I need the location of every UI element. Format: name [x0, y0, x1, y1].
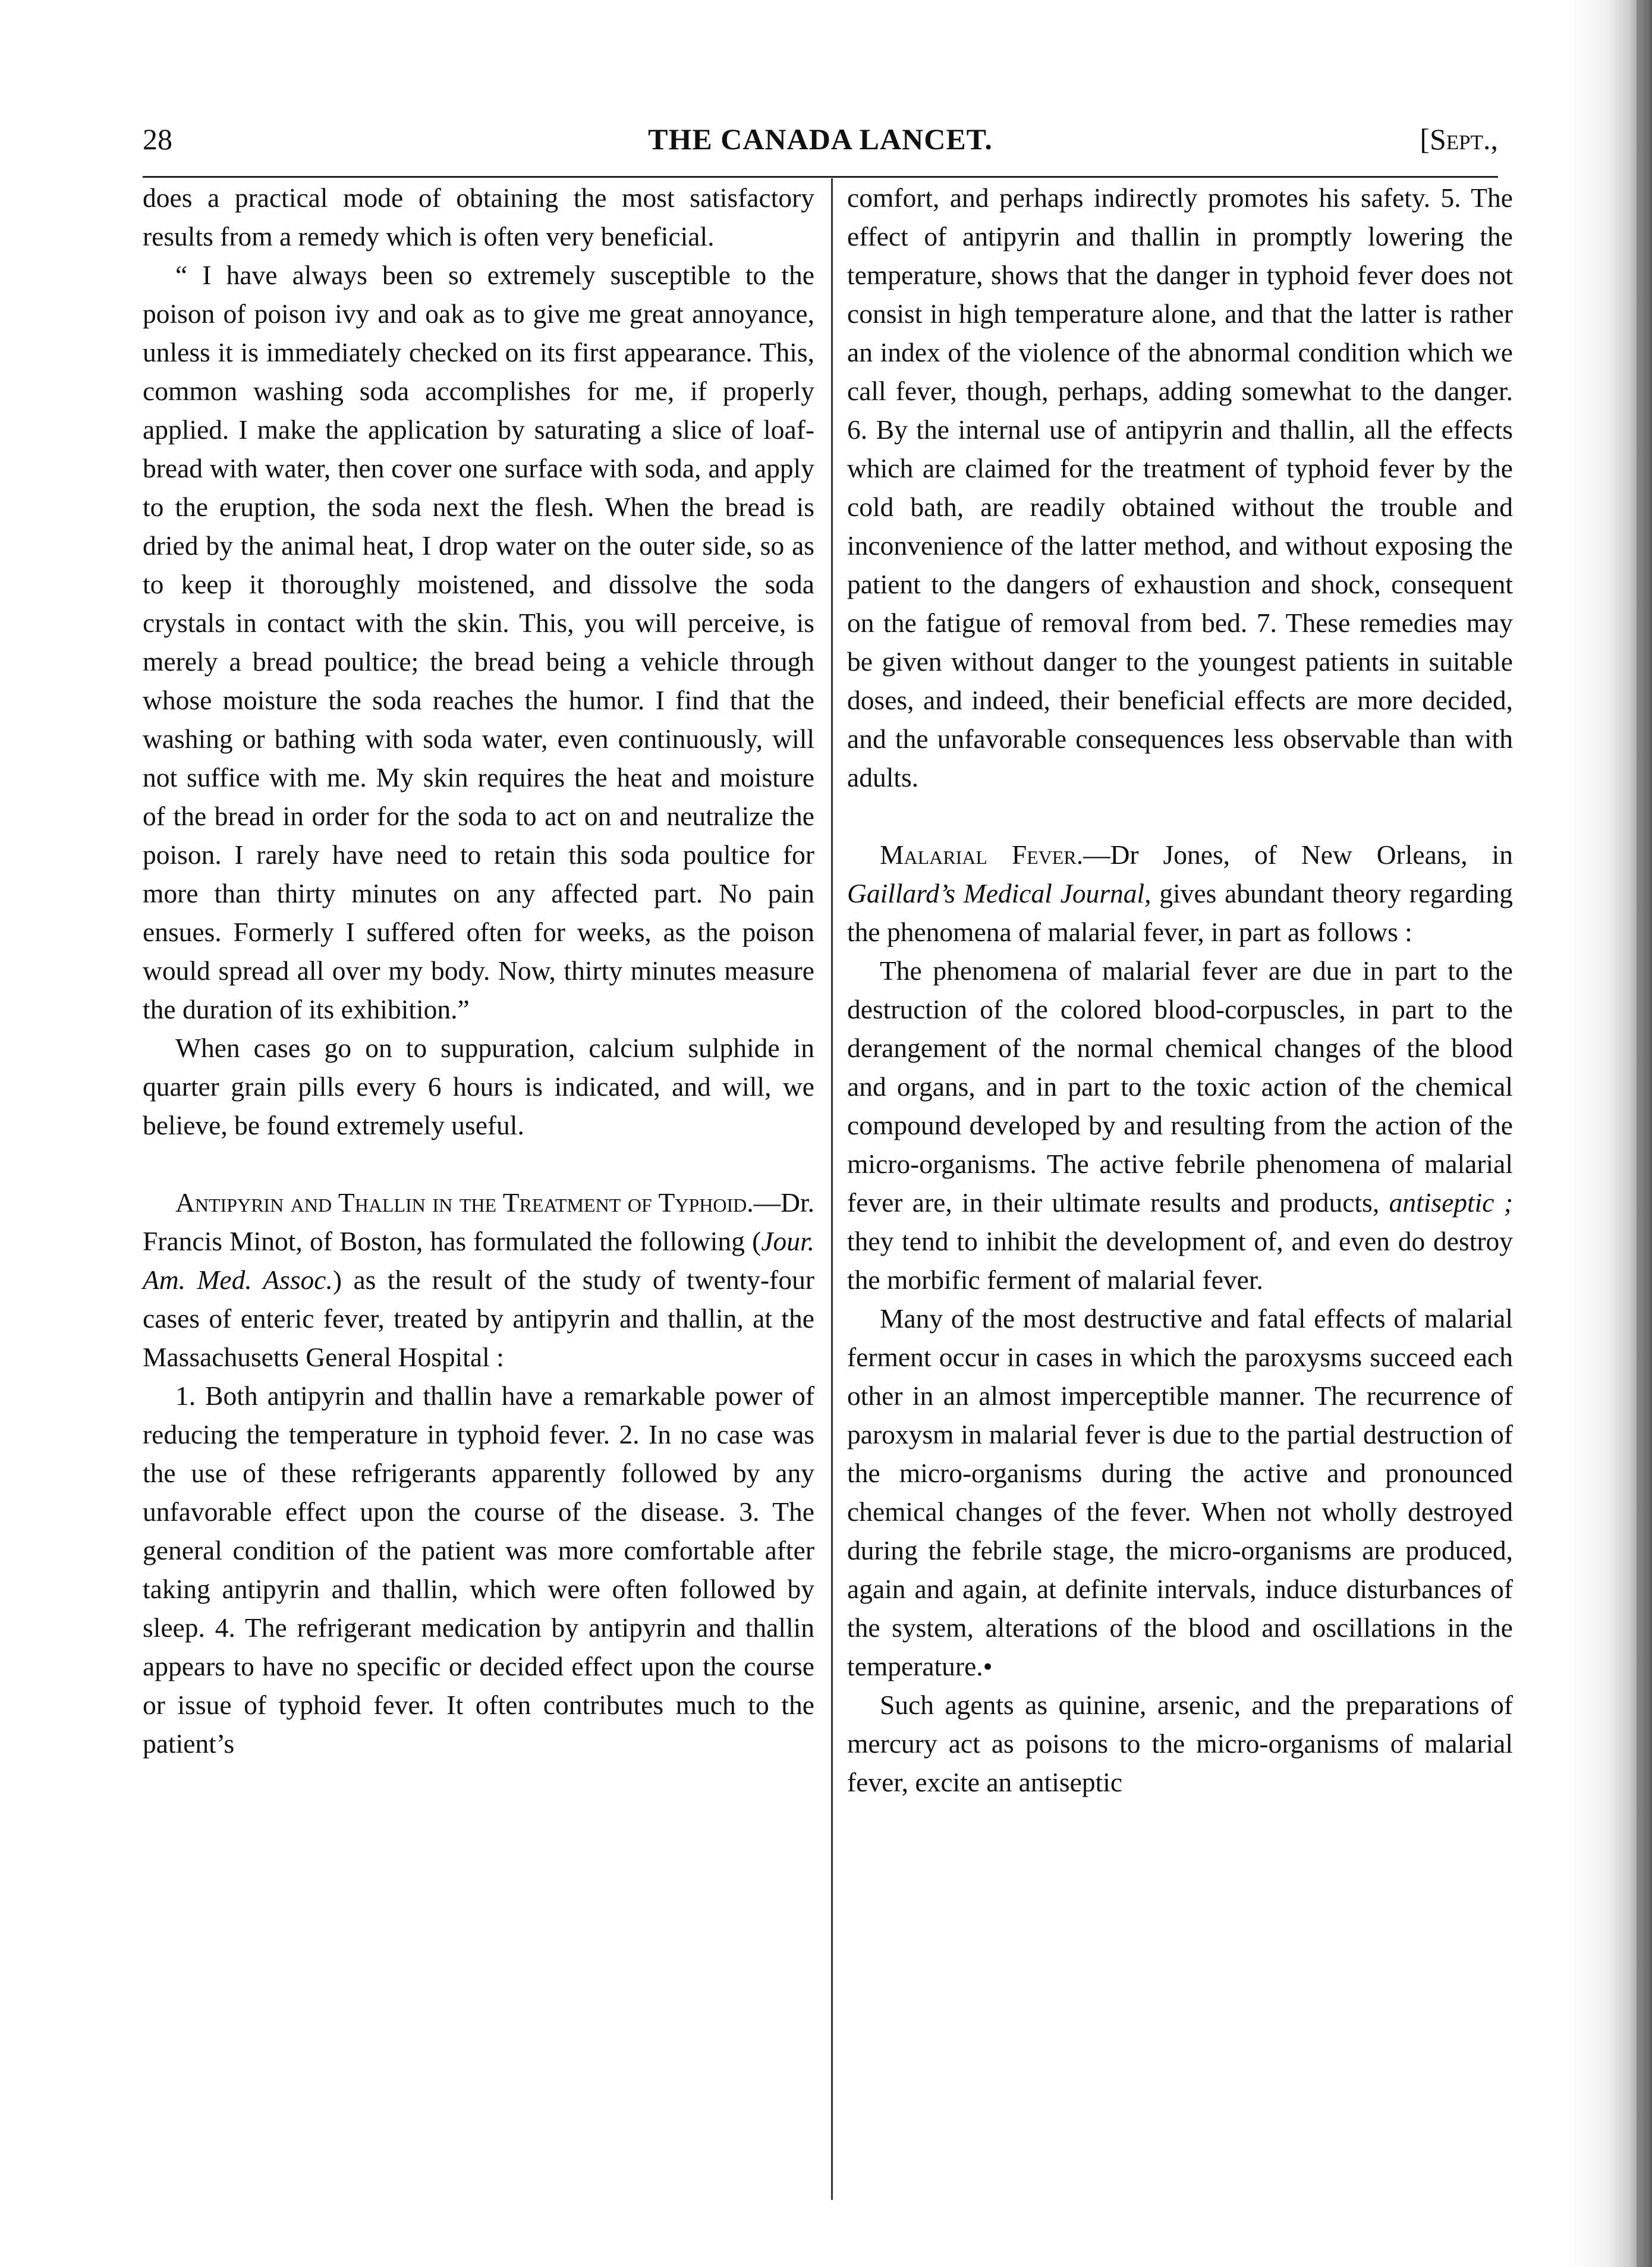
right-column: [847, 178, 1513, 1801]
malarial-heading: Malarial Fever.: [880, 839, 1084, 870]
header-rule: [143, 176, 1498, 178]
left-paragraph-1: does a practical mode of obtaining the most satisfactory results from a remedy which is often very beneficial.: [143, 183, 814, 251]
malarial-phenomena-paragraph: [847, 951, 1513, 1299]
column-divider: [831, 178, 833, 2200]
journal-title: THE CANADA LANCET.: [648, 122, 993, 156]
malarial-phenomena-text-b: they tend to inhibit the development of, and even do destroy the morbific ferment of malarial fever.: [847, 1226, 1513, 1295]
quoted-testimony-paragraph: “ I have always been so extremely susceptible to the poison of poison ivy and oak as to give me great annoyance, unless it is immediately checked on its first appearance. This, common washing soda accomplishes for me, if properly applied. I make the application by saturating a slice of loaf-bread with water, then cover one surface with soda, and apply to the eruption, the soda next the flesh. When the bread is dried by the animal heat, I drop water on the outer side, so as to keep it thoroughly moistened, and dissolve the soda crystals in contact with the skin. This, you will perceive, is merely a bread poultice; the bread being a vehicle through whose moisture the soda reaches the humor. I find that the washing or bathing with soda water, even continuously, will not suffice with me. My skin requires the heat and moisture of the bread in order for the soda to act on and neutralize the poison. I rarely have need to retain this soda poultice for more than thirty minutes on any affected part. No pain ensues. Formerly I suffered often for weeks, as the poison would spread all over my body. Now, thirty minutes measure the duration of its exhibition.”: [143, 260, 814, 1024]
antipyrin-source: Jour. Am. Med. Assoc.: [143, 1226, 814, 1295]
antipyrin-points-paragraph: 1. Both antipyrin and thallin have a remarkable power of reducing the temperature in typhoid fever. 2. In no case was the use of these refrigerants apparently followed by any unfavorable effect upon the course of the disease. 3. The general condition of the patient was more comfortable after taking antipyrin and thallin, which were often followed by sleep. 4. The refrigerant medication by antipyrin and thallin appears to have no specific or decided effect upon the course or issue of typhoid fever. It often contributes much to the patient’s: [143, 1381, 814, 1759]
left-column: [143, 178, 814, 1763]
malarial-article-intro: [847, 835, 1513, 951]
malarial-intro-text-a: —Dr Jones, of New Orleans, in: [1083, 839, 1513, 870]
antiseptic-term: antiseptic ;: [1389, 1187, 1513, 1218]
running-header: [143, 122, 1498, 169]
antipyrin-heading: Antipyrin and Thallin in the Treatment of Typhoid.: [175, 1187, 754, 1218]
suppuration-paragraph: When cases go on to suppuration, calcium sulphide in quarter grain pills every 6 hours is indicated, and will, we believe, be found extremely useful.: [143, 1033, 814, 1140]
paroxysm-paragraph: Many of the most destructive and fatal effects of malarial ferment occur in cases in which the paroxysms succeed each other in an almost imperceptible manner. The recurrence of paroxysm in malarial fever is due to the partial destruction of the micro-organisms during the active and pronounced chemical changes of the fever. When not wholly destroyed during the febrile stage, the micro-organisms are produced, again and again, at definite intervals, induce disturbances of the system, alterations of the blood and oscillations in the temperature.•: [847, 1303, 1513, 1681]
antipyrin-intro-text-b: ) as the result of the study of twenty-four cases of enteric fever, treated by antipyrin and thallin, at the Massachusetts General Hospital :: [143, 1265, 814, 1372]
malarial-source: Gaillard’s Medical Journal,: [847, 878, 1151, 908]
malarial-phenomena-text-a: The phenomena of malarial fever are due in part to the destruction of the colored blood-corpuscles, in part to the derangement of the normal chemical changes of the blood and organs, and in part to the toxic action of the chemical compound developed by and resulting from the action of the micro-organisms. The active febrile phenomena of malarial fever are, in their ultimate results and products,: [847, 955, 1513, 1218]
binding-edge: [1637, 0, 1647, 2267]
page-number: 28: [143, 122, 172, 156]
antipyrin-article-intro: [143, 1183, 814, 1376]
quinine-paragraph: Such agents as quinine, arsenic, and the preparations of mercury act as poisons to the micro-organisms of malarial fever, excite an antiseptic: [847, 1690, 1513, 1797]
issue-month: [Sept.,: [1420, 122, 1498, 156]
malarial-intro-text-b: gives abundant theory regarding the phenomena of malarial fever, in part as follows :: [847, 878, 1513, 947]
antipyrin-intro-text-a: —Dr. Francis Minot, of Boston, has formulated the following (: [143, 1187, 814, 1256]
antipyrin-points-continued: comfort, and perhaps indirectly promotes his safety. 5. The effect of antipyrin and thallin in promptly lowering the temperature, shows that the danger in typhoid fever does not consist in high temperature alone, and that the latter is rather an index of the violence of the abnormal condition which we call fever, though, perhaps, adding somewhat to the danger. 6. By the internal use of antipyrin and thallin, all the effects which are claimed for the treatment of typhoid fever by the cold bath, are readily obtained without the trouble and inconvenience of the latter method, and without exposing the patient to the dangers of exhaustion and shock, consequent on the fatigue of removal from bed. 7. These remedies may be given without danger to the youngest patients in suitable doses, and indeed, their beneficial effects are more decided, and the unfavorable consequences less observable than with adults.: [847, 183, 1513, 793]
